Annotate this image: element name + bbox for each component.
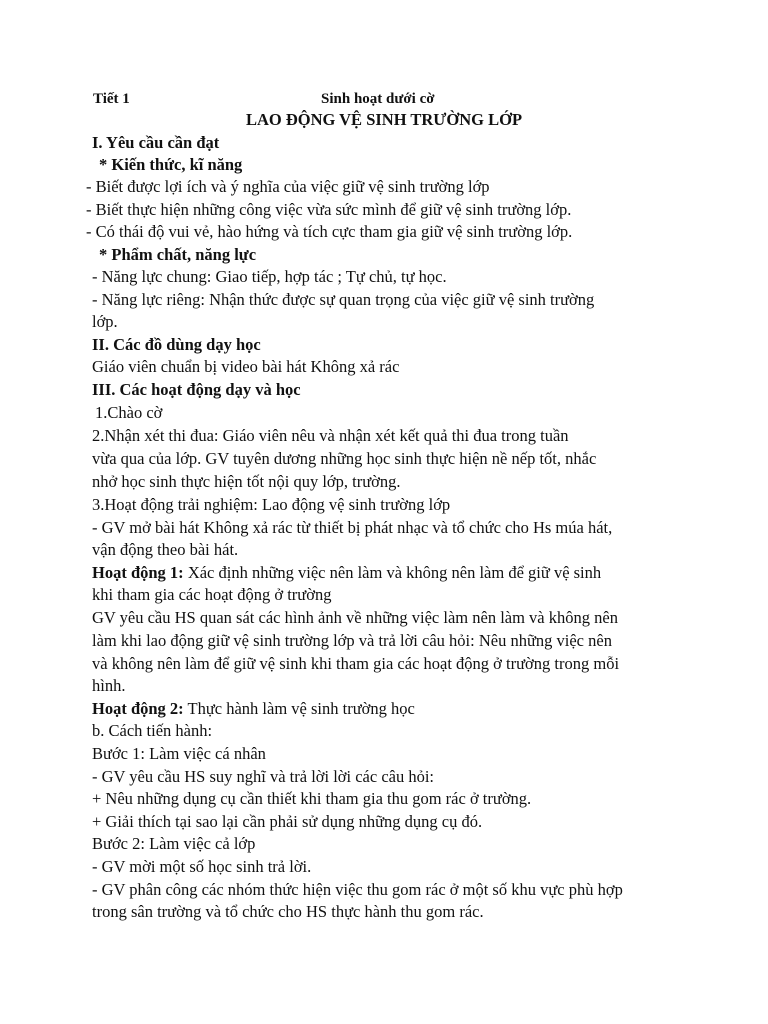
activity-1-body: GV yêu cầu HS quan sát các hình ảnh về những việc làm nên làm và không nên: [92, 608, 618, 627]
activity-1-line: [92, 563, 601, 583]
step-1-item: + Nêu những dụng cụ cần thiết khi tham gia thu gom rác ở trường.: [92, 789, 532, 808]
procedure-heading: b. Cách tiến hành:: [92, 721, 213, 740]
emulation-review-text: 2.Nhận xét thi đua: Giáo viên nêu và nhận xét kết quả thi đua trong tuần: [92, 426, 569, 445]
activity-1-body: hình.: [92, 676, 126, 695]
step-1-item: + Giải thích tại sao lại cần phải sử dụng những dụng cụ đó.: [92, 812, 483, 831]
quality-competence-heading: * Phẩm chất, năng lực: [99, 245, 257, 264]
song-activity-text: - GV mở bài hát Không xả rác từ thiết bị phát nhạc và tổ chức cho Hs múa hát,: [92, 518, 613, 537]
flag-salute-item: 1.Chào cờ: [95, 403, 163, 422]
knowledge-item: - Có thái độ vui vẻ, hào hứng và tích cực tham gia giữ vệ sinh trường lớp.: [86, 222, 573, 241]
activity-type: Sinh hoạt dưới cờ: [321, 91, 435, 107]
materials-text: Giáo viên chuẩn bị video bài hát Không xả rác: [92, 357, 400, 376]
song-activity-text: vận động theo bài hát.: [92, 540, 239, 559]
step-1-heading: Bước 1: Làm việc cá nhân: [92, 744, 266, 763]
activity-1-body: và không nên làm để giữ vệ sinh khi tham gia các hoạt động ở trường trong mỗi: [92, 654, 620, 673]
step-2-item-continued: trong sân trường và tổ chức cho HS thực hành thu gom rác.: [92, 902, 484, 921]
step-2-item: - GV phân công các nhóm thức hiện việc thu gom rác ở một số khu vực phù hợp: [92, 880, 623, 899]
activity-2-label: Hoạt động 2:: [92, 699, 184, 718]
section-heading-requirements: I. Yêu cầu cần đạt: [92, 133, 220, 152]
period-label: Tiết 1: [93, 91, 130, 107]
activity-1-description: Xác định những việc nên làm và không nên làm để giữ vệ sinh: [183, 563, 602, 582]
activity-1-label: Hoạt động 1:: [92, 563, 184, 582]
competence-item-continued: lớp.: [92, 312, 118, 331]
activity-2-description: Thực hành làm vệ sinh trường học: [183, 699, 415, 718]
competence-item: - Năng lực riêng: Nhận thức được sự quan trọng của việc giữ vệ sinh trường: [92, 290, 595, 309]
emulation-review-text: nhở học sinh thực hiện tốt nội quy lớp, trường.: [92, 472, 401, 491]
activity-2-line: [92, 699, 415, 719]
step-2-item: - GV mời một số học sinh trả lời.: [92, 857, 312, 876]
lesson-title: LAO ĐỘNG VỆ SINH TRƯỜNG LỚP: [245, 110, 523, 129]
experience-activity-text: 3.Hoạt động trải nghiệm: Lao động vệ sinh trường lớp: [92, 495, 451, 514]
activity-1-description-continued: khi tham gia các hoạt động ở trường: [92, 585, 332, 604]
knowledge-item: - Biết thực hiện những công việc vừa sức mình để giữ vệ sinh trường lớp.: [86, 200, 572, 219]
knowledge-item: - Biết được lợi ích và ý nghĩa của việc giữ vệ sinh trường lớp: [86, 177, 490, 196]
step-2-heading: Bước 2: Làm việc cả lớp: [92, 834, 256, 853]
competence-item: - Năng lực chung: Giao tiếp, hợp tác ; Tự chủ, tự học.: [92, 267, 447, 286]
knowledge-skills-heading: * Kiến thức, kĩ năng: [99, 155, 243, 174]
section-heading-materials: II. Các đồ dùng dạy học: [92, 335, 261, 354]
activity-1-body: làm khi lao động giữ vệ sinh trường lớp và trả lời câu hỏi: Nêu những việc nên: [92, 631, 612, 650]
emulation-review-text: vừa qua của lớp. GV tuyên dương những học sinh thực hiện nề nếp tốt, nhắc: [92, 449, 597, 468]
section-heading-activities: III. Các hoạt động dạy và học: [92, 380, 301, 399]
step-1-item: - GV yêu cầu HS suy nghĩ và trả lời lời các câu hỏi:: [92, 767, 435, 786]
